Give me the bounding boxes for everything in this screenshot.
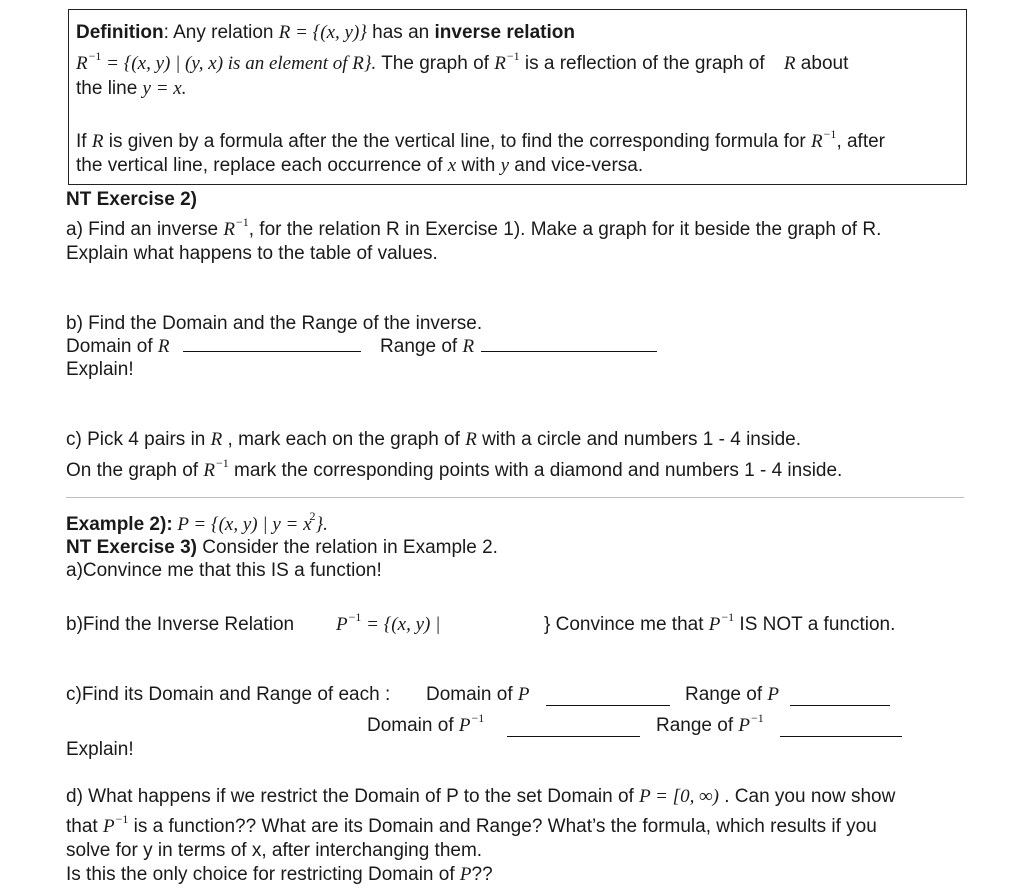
relation-R-math: R = {(x, y)} <box>278 22 367 43</box>
domain-of-R-blank[interactable] <box>183 350 361 352</box>
domain-of-P-inverse-blank[interactable] <box>507 735 640 737</box>
exercise-3c-line-1: c)Find its Domain and Range of each : <box>66 684 391 705</box>
definition-line-2: $R^{-1} = \{(x$, y) | (y, x) is an element of R}. The graph of $R^{-1}$ is a reflection of the graph of R about <box>76 49 849 74</box>
definition-label: Definition <box>76 22 164 43</box>
exercise-3d-line-4: Is this the only choice for restricting Domain of P?? <box>66 864 493 885</box>
range-of-P-inverse-label: Range of $P^{-1}$ <box>656 711 764 736</box>
exercise-2-title: NT Exercise 2) <box>66 189 197 210</box>
range-of-R-blank[interactable] <box>481 350 657 352</box>
definition-line-1: Definition: Any relation R = {(x, y)} has an inverse relation <box>76 22 575 43</box>
exercise-2c-line-2: On the graph of $R^{-1}$ mark the corresponding points with a diamond and numbers 1 - 4 inside. <box>66 456 843 481</box>
inverse-set-math: = {(x, y) | (y, x) is an element of R}. <box>101 53 377 74</box>
exercise-2a-line-2: Explain what happens to the table of values. <box>66 243 438 264</box>
range-of-P-blank[interactable] <box>790 704 890 706</box>
inverse-P-set-math: $P^{-1} = \{(x$, y) | <box>336 610 441 635</box>
inverse-relation-term: inverse relation <box>434 22 575 43</box>
exercise-2c-line-1: c) Pick 4 pairs in R , mark each on the graph of R with a circle and numbers 1 - 4 inside. <box>66 429 802 450</box>
exercise-3b-line-right: } Convince me that $P^{-1}$ IS NOT a function. <box>544 610 896 635</box>
example-2-line: Example 2): P = {(x, y) | $y = x^2$}. <box>66 509 328 535</box>
definition-line-4: If R is given by a formula after the the vertical line, to find the corresponding formula for $R^{-1}$, after <box>76 127 886 152</box>
exercise-3d-line-1: d) What happens if we restrict the Domain of P to the set Domain of P = [0, ∞) . Can you now show <box>66 786 896 807</box>
domain-of-P-label: Domain of P <box>426 684 530 705</box>
domain-of-P-inverse-label: Domain of $P^{-1}$ <box>367 711 485 736</box>
definition-line-3: the line y = x. <box>76 78 187 99</box>
range-of-P-label: Range of P <box>685 684 780 705</box>
exercise-2b-line-2: Domain of R Range of R <box>66 336 657 358</box>
range-of-P-inverse-blank[interactable] <box>780 735 902 737</box>
exercise-2b-line-1: b) Find the Domain and the Range of the inverse. <box>66 313 483 334</box>
exercise-3d-line-3: solve for y in terms of x, after interchanging them. <box>66 840 483 861</box>
section-divider <box>66 497 964 498</box>
exercise-3d-line-2: that $P^{-1}$ is a function?? What are its Domain and Range? What’s the formula, which results if you <box>66 812 877 837</box>
exercise-3a-line: a)Convince me that this IS a function! <box>66 560 382 581</box>
definition-line-5: the vertical line, replace each occurrence of x with y and vice-versa. <box>76 155 644 176</box>
exercise-2b-explain: Explain! <box>66 359 134 380</box>
exercise-3-title: NT Exercise 3) Consider the relation in Example 2. <box>66 537 498 558</box>
domain-of-P-blank[interactable] <box>546 704 670 706</box>
exercise-2a-line-1: a) Find an inverse $R^{-1}$, for the relation R in Exercise 1). Make a graph for it beside the graph of R. <box>66 215 882 240</box>
exercise-3c-explain: Explain! <box>66 739 134 760</box>
exercise-3b-line: b)Find the Inverse Relation <box>66 614 295 635</box>
